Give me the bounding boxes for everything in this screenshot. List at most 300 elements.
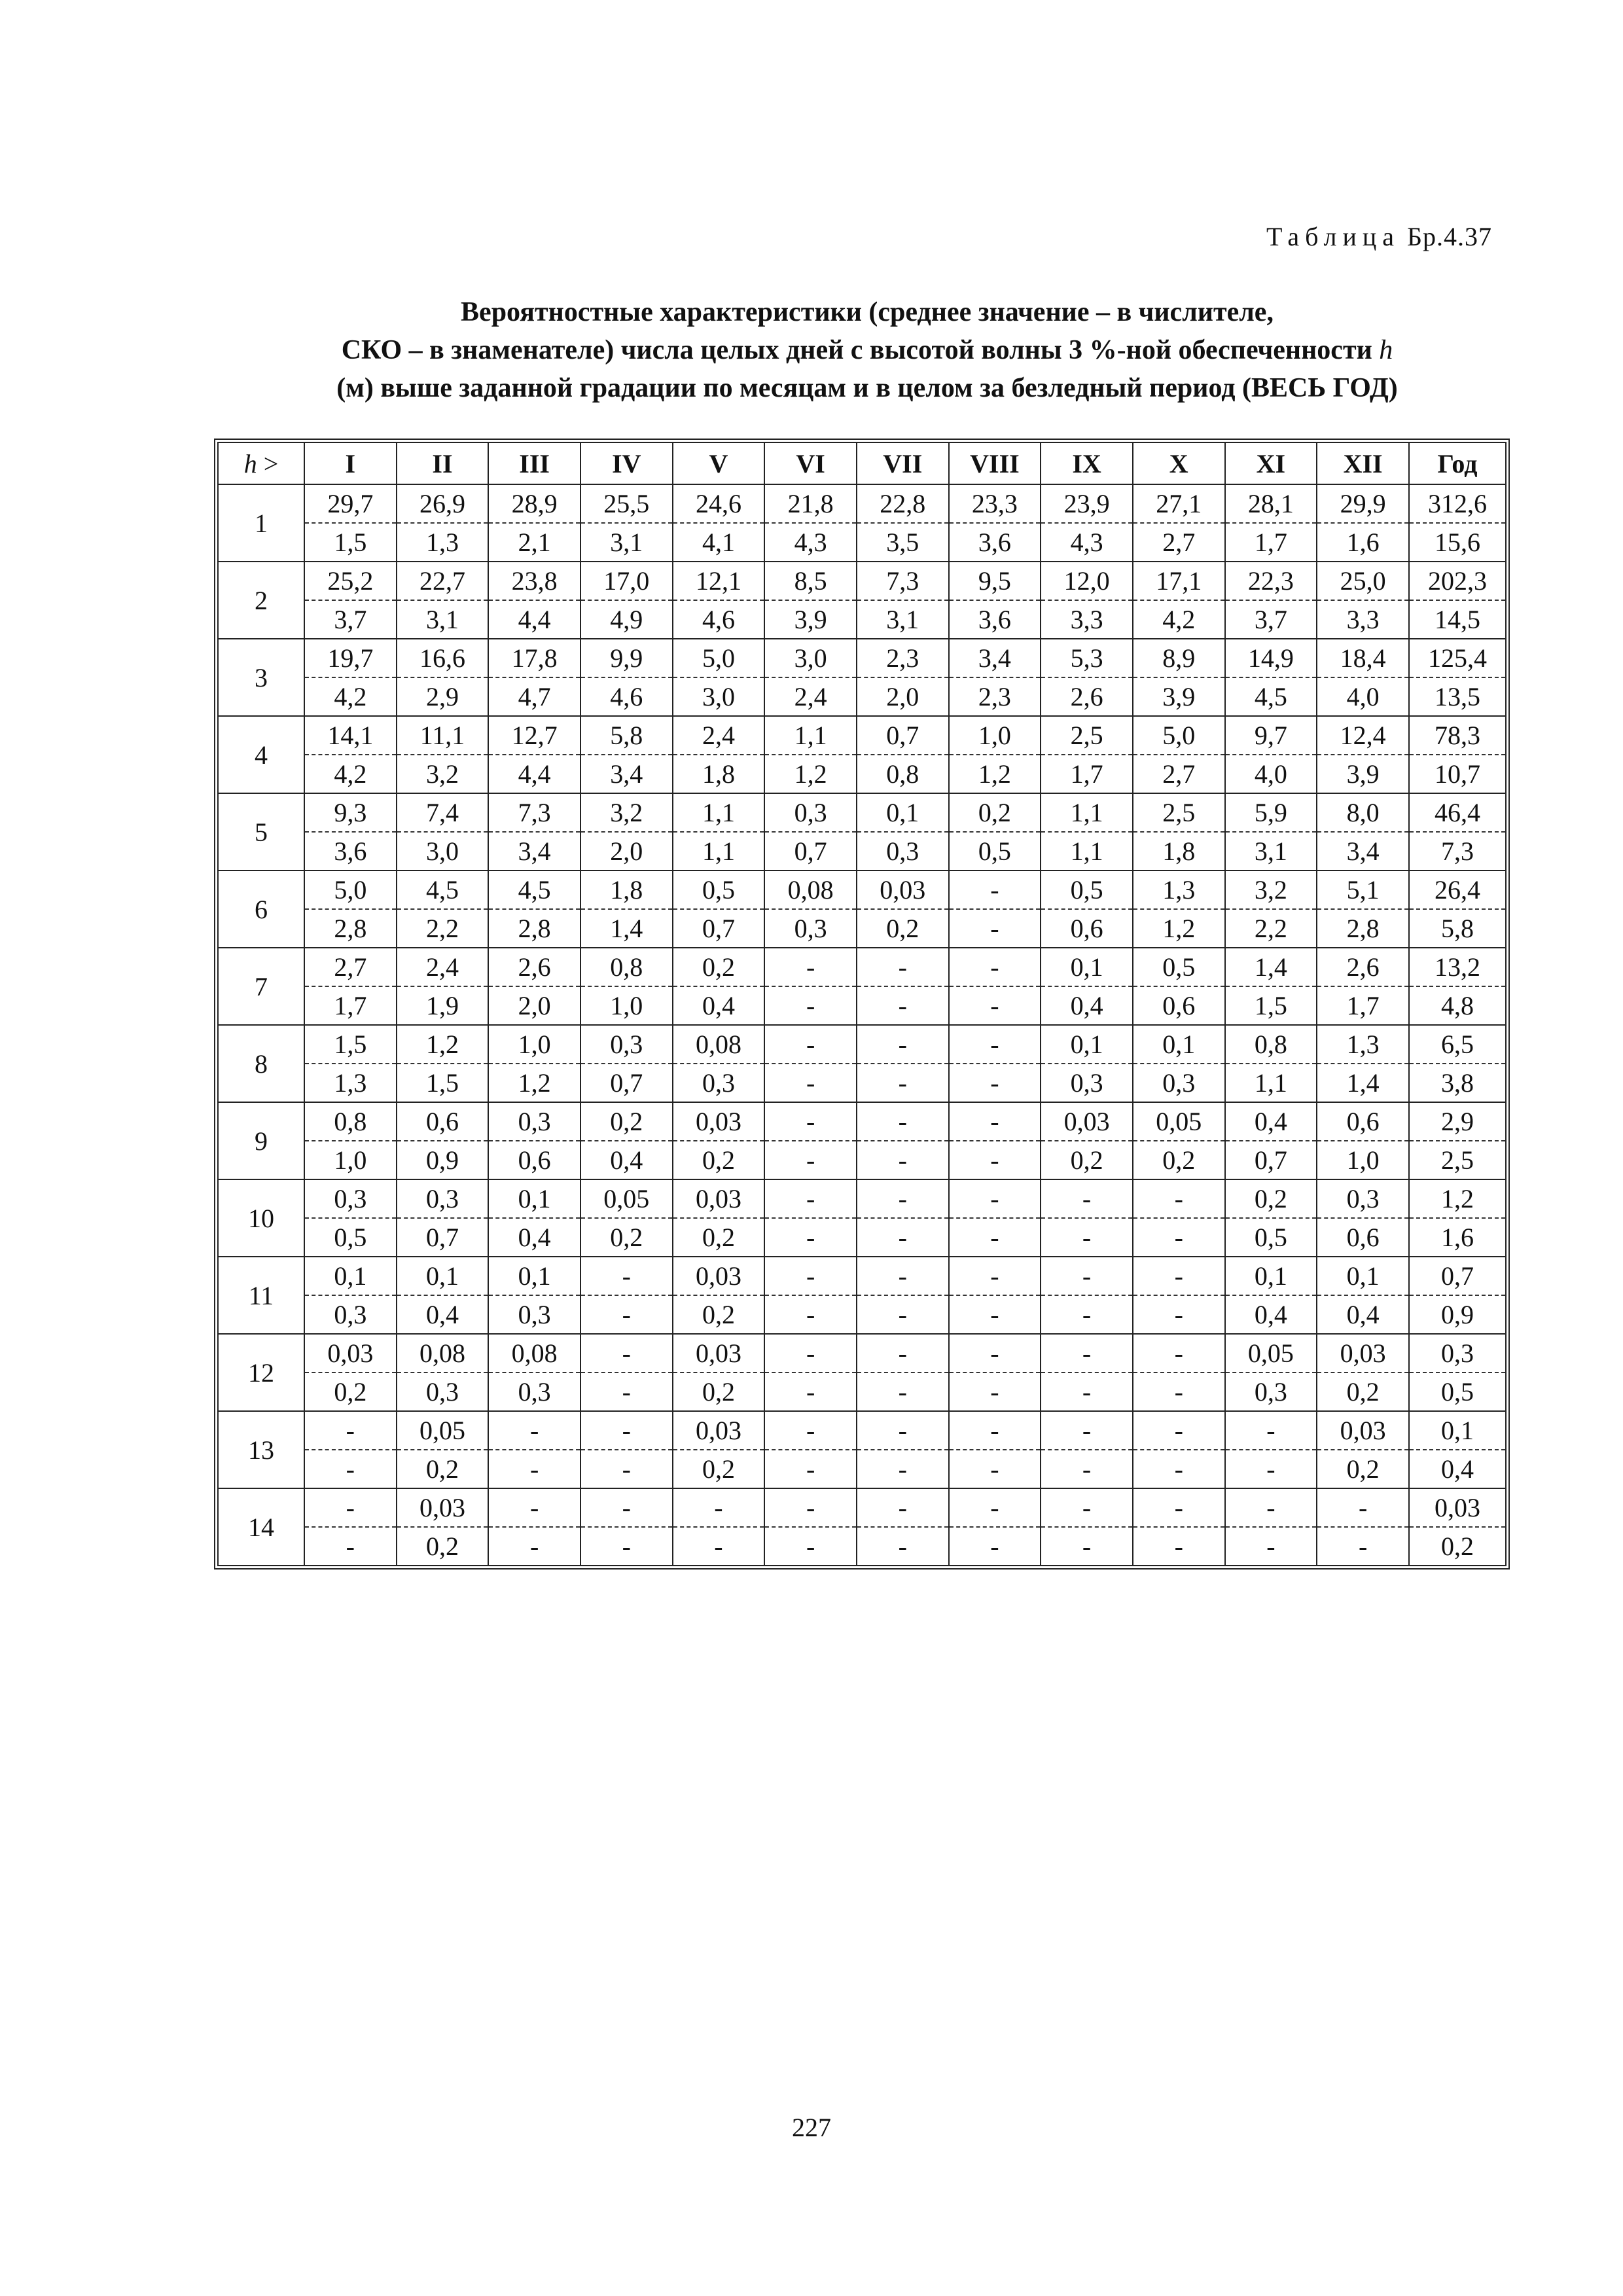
mean-cell: 23,9 <box>1041 484 1133 523</box>
table-row-mean <box>218 870 1506 909</box>
grade-cell: 4 <box>218 716 304 793</box>
mean-cell: - <box>857 1488 949 1527</box>
sd-cell: 3,4 <box>580 755 673 793</box>
sd-cell: 2,8 <box>1317 909 1409 948</box>
grade-cell: 1 <box>218 484 304 562</box>
mean-cell: 0,08 <box>673 1025 765 1064</box>
table-row-sd <box>218 677 1506 716</box>
mean-cell: 0,1 <box>397 1257 489 1295</box>
sd-cell: 2,8 <box>488 909 580 948</box>
mean-cell: 0,1 <box>304 1257 397 1295</box>
sd-cell: 1,2 <box>488 1064 580 1102</box>
sd-cell: 14,5 <box>1409 600 1506 639</box>
sd-cell: 3,9 <box>764 600 857 639</box>
table-row-sd <box>218 909 1506 948</box>
mean-cell: 12,1 <box>673 562 765 600</box>
sd-cell: 15,6 <box>1409 523 1506 562</box>
table-row-sd <box>218 1064 1506 1102</box>
title-line-2-text: СКО – в знаменателе) числа целых дней с высотой волны 3 %-ной обеспеченности <box>341 335 1372 365</box>
mean-cell: 27,1 <box>1133 484 1225 523</box>
mean-cell: 1,2 <box>1409 1179 1506 1218</box>
sd-cell: 0,4 <box>1409 1450 1506 1488</box>
sd-cell: 2,4 <box>764 677 857 716</box>
table-row-sd <box>218 986 1506 1025</box>
mean-cell: - <box>1225 1488 1317 1527</box>
mean-cell: 0,03 <box>1317 1411 1409 1450</box>
sd-cell: 3,6 <box>949 600 1041 639</box>
column-header: II <box>397 442 489 484</box>
grade-cell: 9 <box>218 1102 304 1179</box>
sd-cell: 0,4 <box>1041 986 1133 1025</box>
sd-cell: 0,4 <box>673 986 765 1025</box>
mean-cell: 9,5 <box>949 562 1041 600</box>
sd-cell: 2,3 <box>949 677 1041 716</box>
table-row-mean <box>218 484 1506 523</box>
mean-cell: - <box>949 1179 1041 1218</box>
mean-cell: 21,8 <box>764 484 857 523</box>
sd-cell: - <box>949 1218 1041 1257</box>
mean-cell: 125,4 <box>1409 639 1506 677</box>
sd-cell: 3,2 <box>397 755 489 793</box>
mean-cell: 0,5 <box>673 870 765 909</box>
mean-cell: 1,8 <box>580 870 673 909</box>
sd-cell: 3,1 <box>397 600 489 639</box>
sd-cell: 2,1 <box>488 523 580 562</box>
sd-cell: - <box>764 1064 857 1102</box>
sd-cell: 1,7 <box>1317 986 1409 1025</box>
sd-cell: - <box>304 1450 397 1488</box>
sd-cell: 1,2 <box>764 755 857 793</box>
mean-cell: - <box>1133 1179 1225 1218</box>
mean-cell: 17,1 <box>1133 562 1225 600</box>
table-row-mean <box>218 1488 1506 1527</box>
sd-cell: 0,2 <box>673 1141 765 1179</box>
mean-cell: 0,2 <box>580 1102 673 1141</box>
mean-cell: - <box>1317 1488 1409 1527</box>
sd-cell: 1,7 <box>1225 523 1317 562</box>
sd-cell: - <box>857 1527 949 1566</box>
sd-cell: 4,7 <box>488 677 580 716</box>
mean-cell: - <box>949 870 1041 909</box>
sd-cell: 0,7 <box>1225 1141 1317 1179</box>
mean-cell: - <box>857 1179 949 1218</box>
mean-cell: 0,03 <box>673 1411 765 1450</box>
mean-cell: - <box>1041 1257 1133 1295</box>
sd-cell: 4,3 <box>764 523 857 562</box>
title-h-symbol: h <box>1379 335 1393 365</box>
mean-cell: 46,4 <box>1409 793 1506 832</box>
mean-cell: 1,3 <box>1317 1025 1409 1064</box>
header-greater-sign: > <box>263 448 279 478</box>
mean-cell: 0,3 <box>397 1179 489 1218</box>
sd-cell: - <box>1317 1527 1409 1566</box>
sd-cell: 3,8 <box>1409 1064 1506 1102</box>
mean-cell: 0,03 <box>1409 1488 1506 1527</box>
table-row-sd <box>218 1527 1506 1566</box>
mean-cell: 28,1 <box>1225 484 1317 523</box>
mean-cell: 1,1 <box>764 716 857 755</box>
table-row-mean <box>218 1102 1506 1141</box>
mean-cell: 9,7 <box>1225 716 1317 755</box>
sd-cell: 0,2 <box>397 1450 489 1488</box>
mean-cell: 0,7 <box>1409 1257 1506 1295</box>
mean-cell: 17,0 <box>580 562 673 600</box>
mean-cell: 0,3 <box>580 1025 673 1064</box>
sd-cell: - <box>857 1064 949 1102</box>
sd-cell: - <box>949 986 1041 1025</box>
sd-cell: 0,3 <box>304 1295 397 1334</box>
sd-cell: - <box>580 1295 673 1334</box>
mean-cell: 12,0 <box>1041 562 1133 600</box>
title-line-3: (м) выше заданной градации по месяцам и в целом за безледный период (ВЕСЬ ГОД) <box>336 373 1398 403</box>
table-label-number: Бр.4.37 <box>1407 222 1492 251</box>
sd-cell: 1,2 <box>1133 909 1225 948</box>
mean-cell: - <box>580 1411 673 1450</box>
mean-cell: 1,0 <box>488 1025 580 1064</box>
sd-cell: 0,3 <box>1225 1372 1317 1411</box>
mean-cell: 2,5 <box>1041 716 1133 755</box>
mean-cell: 5,8 <box>580 716 673 755</box>
sd-cell: 1,0 <box>1317 1141 1409 1179</box>
table-row-mean <box>218 562 1506 600</box>
sd-cell: 0,2 <box>857 909 949 948</box>
sd-cell: 1,1 <box>673 832 765 870</box>
mean-cell: - <box>764 1102 857 1141</box>
sd-cell: 0,3 <box>673 1064 765 1102</box>
mean-cell: 8,5 <box>764 562 857 600</box>
mean-cell: 0,1 <box>1409 1411 1506 1450</box>
sd-cell: - <box>857 1141 949 1179</box>
mean-cell: 78,3 <box>1409 716 1506 755</box>
mean-cell: - <box>580 1257 673 1295</box>
mean-cell: 0,08 <box>397 1334 489 1372</box>
mean-cell: - <box>673 1488 765 1527</box>
sd-cell: 4,4 <box>488 600 580 639</box>
mean-cell: 5,9 <box>1225 793 1317 832</box>
sd-cell: 1,6 <box>1317 523 1409 562</box>
mean-cell: 0,5 <box>1041 870 1133 909</box>
sd-cell: - <box>949 1295 1041 1334</box>
sd-cell: 7,3 <box>1409 832 1506 870</box>
mean-cell: - <box>1041 1334 1133 1372</box>
mean-cell: 0,8 <box>580 948 673 986</box>
sd-cell: 3,3 <box>1041 600 1133 639</box>
mean-cell: - <box>949 948 1041 986</box>
mean-cell: 14,1 <box>304 716 397 755</box>
table-row-mean <box>218 1025 1506 1064</box>
sd-cell: 2,0 <box>488 986 580 1025</box>
mean-cell: 0,3 <box>304 1179 397 1218</box>
mean-cell: - <box>949 1488 1041 1527</box>
sd-cell: 0,2 <box>1041 1141 1133 1179</box>
sd-cell: 1,4 <box>1317 1064 1409 1102</box>
table-label <box>1266 221 1492 252</box>
mean-cell: 0,05 <box>580 1179 673 1218</box>
mean-cell: 22,7 <box>397 562 489 600</box>
sd-cell: 0,2 <box>1317 1450 1409 1488</box>
sd-cell: 0,4 <box>580 1141 673 1179</box>
mean-cell: 1,4 <box>1225 948 1317 986</box>
mean-cell: 0,1 <box>1041 1025 1133 1064</box>
mean-cell: - <box>764 1334 857 1372</box>
mean-cell: 23,8 <box>488 562 580 600</box>
mean-cell: 8,0 <box>1317 793 1409 832</box>
sd-cell: 0,7 <box>397 1218 489 1257</box>
mean-cell: 13,2 <box>1409 948 1506 986</box>
sd-cell: 0,7 <box>673 909 765 948</box>
sd-cell: 4,2 <box>304 755 397 793</box>
sd-cell: 3,9 <box>1133 677 1225 716</box>
mean-cell: 0,08 <box>488 1334 580 1372</box>
sd-cell: 0,2 <box>673 1372 765 1411</box>
sd-cell: 0,3 <box>1041 1064 1133 1102</box>
sd-cell: - <box>857 1218 949 1257</box>
column-header: X <box>1133 442 1225 484</box>
sd-cell: - <box>488 1450 580 1488</box>
mean-cell: - <box>949 1257 1041 1295</box>
mean-cell: - <box>304 1488 397 1527</box>
mean-cell: 0,3 <box>488 1102 580 1141</box>
sd-cell: 3,4 <box>1317 832 1409 870</box>
sd-cell: - <box>764 1141 857 1179</box>
title-line-1: Вероятностные характеристики (среднее значение – в числителе, <box>461 297 1274 327</box>
mean-cell: 6,5 <box>1409 1025 1506 1064</box>
grade-cell: 12 <box>218 1334 304 1411</box>
sd-cell: 3,7 <box>1225 600 1317 639</box>
mean-cell: 22,3 <box>1225 562 1317 600</box>
sd-cell: 4,1 <box>673 523 765 562</box>
mean-cell: 3,4 <box>949 639 1041 677</box>
mean-cell: 7,4 <box>397 793 489 832</box>
mean-cell: - <box>764 1179 857 1218</box>
sd-cell: 0,2 <box>1133 1141 1225 1179</box>
sd-cell: 0,3 <box>764 909 857 948</box>
header-h-symbol: h <box>243 448 257 478</box>
mean-cell: - <box>1225 1411 1317 1450</box>
mean-cell: - <box>949 1411 1041 1450</box>
sd-cell: 4,9 <box>580 600 673 639</box>
sd-cell: - <box>764 1527 857 1566</box>
mean-cell: 0,03 <box>1041 1102 1133 1141</box>
sd-cell: 2,5 <box>1409 1141 1506 1179</box>
grade-cell: 6 <box>218 870 304 948</box>
sd-cell: - <box>488 1527 580 1566</box>
sd-cell: 0,5 <box>949 832 1041 870</box>
mean-cell: 14,9 <box>1225 639 1317 677</box>
sd-cell: 0,3 <box>857 832 949 870</box>
mean-cell: 2,6 <box>488 948 580 986</box>
mean-cell: 0,1 <box>1041 948 1133 986</box>
sd-cell: 1,8 <box>1133 832 1225 870</box>
sd-cell: 1,9 <box>397 986 489 1025</box>
mean-cell: - <box>764 1257 857 1295</box>
mean-cell: 0,4 <box>1225 1102 1317 1141</box>
mean-cell: 2,9 <box>1409 1102 1506 1141</box>
sd-cell: 5,8 <box>1409 909 1506 948</box>
sd-cell: - <box>1041 1218 1133 1257</box>
mean-cell: 0,08 <box>764 870 857 909</box>
mean-cell: 0,1 <box>488 1257 580 1295</box>
mean-cell: - <box>1133 1257 1225 1295</box>
sd-cell: 4,6 <box>673 600 765 639</box>
mean-cell: 1,5 <box>304 1025 397 1064</box>
sd-cell: - <box>580 1372 673 1411</box>
sd-cell: 1,8 <box>673 755 765 793</box>
mean-cell: 0,03 <box>673 1102 765 1141</box>
sd-cell: 1,5 <box>397 1064 489 1102</box>
column-header: VIII <box>949 442 1041 484</box>
sd-cell: 3,6 <box>304 832 397 870</box>
mean-cell: 0,2 <box>949 793 1041 832</box>
sd-cell: 3,1 <box>1225 832 1317 870</box>
sd-cell: 4,5 <box>1225 677 1317 716</box>
mean-cell: - <box>949 1025 1041 1064</box>
sd-cell: 0,2 <box>580 1218 673 1257</box>
sd-cell: 3,3 <box>1317 600 1409 639</box>
sd-cell: 3,5 <box>857 523 949 562</box>
sd-cell: 0,4 <box>1317 1295 1409 1334</box>
table-row-sd <box>218 600 1506 639</box>
sd-cell: 3,4 <box>488 832 580 870</box>
mean-cell: 2,7 <box>304 948 397 986</box>
mean-cell: 25,2 <box>304 562 397 600</box>
header-corner <box>218 442 304 484</box>
sd-cell: - <box>673 1527 765 1566</box>
sd-cell: 0,6 <box>1041 909 1133 948</box>
column-header: XI <box>1225 442 1317 484</box>
mean-cell: 0,2 <box>1225 1179 1317 1218</box>
sd-cell: 0,3 <box>488 1372 580 1411</box>
sd-cell: 0,2 <box>1409 1527 1506 1566</box>
mean-cell: 202,3 <box>1409 562 1506 600</box>
mean-cell: - <box>1041 1411 1133 1450</box>
sd-cell: 2,7 <box>1133 523 1225 562</box>
sd-cell: 4,3 <box>1041 523 1133 562</box>
mean-cell: - <box>857 1334 949 1372</box>
table-row-sd <box>218 832 1506 870</box>
sd-cell: 0,3 <box>488 1295 580 1334</box>
sd-cell: - <box>1133 1295 1225 1334</box>
sd-cell: - <box>949 1064 1041 1102</box>
sd-cell: 2,8 <box>304 909 397 948</box>
mean-cell: 29,9 <box>1317 484 1409 523</box>
mean-cell: 2,5 <box>1133 793 1225 832</box>
sd-cell: 0,2 <box>673 1295 765 1334</box>
mean-cell: 0,3 <box>1409 1334 1506 1372</box>
sd-cell: 3,9 <box>1317 755 1409 793</box>
sd-cell: 1,3 <box>397 523 489 562</box>
mean-cell: 0,1 <box>488 1179 580 1218</box>
sd-cell: 0,3 <box>397 1372 489 1411</box>
mean-cell: 0,1 <box>1133 1025 1225 1064</box>
mean-cell: 16,6 <box>397 639 489 677</box>
title-line-2 <box>216 331 1518 369</box>
sd-cell: - <box>949 1450 1041 1488</box>
sd-cell: - <box>580 1527 673 1566</box>
mean-cell: 1,3 <box>1133 870 1225 909</box>
table-label-word: Таблица <box>1266 222 1400 251</box>
sd-cell: 1,7 <box>1041 755 1133 793</box>
column-header: I <box>304 442 397 484</box>
mean-cell: 8,9 <box>1133 639 1225 677</box>
sd-cell: - <box>949 1527 1041 1566</box>
sd-cell: - <box>857 986 949 1025</box>
sd-cell: 1,5 <box>1225 986 1317 1025</box>
sd-cell: 3,0 <box>673 677 765 716</box>
table-row-sd <box>218 523 1506 562</box>
sd-cell: 2,2 <box>1225 909 1317 948</box>
sd-cell: - <box>1041 1295 1133 1334</box>
sd-cell: 0,9 <box>1409 1295 1506 1334</box>
sd-cell: 0,6 <box>1133 986 1225 1025</box>
sd-cell: - <box>304 1527 397 1566</box>
table-row-mean <box>218 1334 1506 1372</box>
column-header: IX <box>1041 442 1133 484</box>
grade-cell: 11 <box>218 1257 304 1334</box>
mean-cell: - <box>488 1488 580 1527</box>
mean-cell: 5,1 <box>1317 870 1409 909</box>
mean-cell: 19,7 <box>304 639 397 677</box>
sd-cell: 1,4 <box>580 909 673 948</box>
sd-cell: - <box>1133 1450 1225 1488</box>
sd-cell: 3,1 <box>857 600 949 639</box>
mean-cell: 0,6 <box>397 1102 489 1141</box>
sd-cell: 1,6 <box>1409 1218 1506 1257</box>
table-row-sd <box>218 1450 1506 1488</box>
sd-cell: - <box>764 1218 857 1257</box>
sd-cell: - <box>764 986 857 1025</box>
table-row-mean <box>218 948 1506 986</box>
mean-cell: 0,03 <box>1317 1334 1409 1372</box>
sd-cell: 0,5 <box>1409 1372 1506 1411</box>
sd-cell: 3,7 <box>304 600 397 639</box>
mean-cell: 3,2 <box>1225 870 1317 909</box>
sd-cell: - <box>1225 1527 1317 1566</box>
mean-cell: 26,4 <box>1409 870 1506 909</box>
mean-cell: 0,6 <box>1317 1102 1409 1141</box>
mean-cell: 0,03 <box>673 1179 765 1218</box>
sd-cell: 2,0 <box>580 832 673 870</box>
mean-cell: - <box>580 1488 673 1527</box>
mean-cell: 22,8 <box>857 484 949 523</box>
table-body <box>218 484 1506 1566</box>
table-row-mean <box>218 1411 1506 1450</box>
grade-cell: 5 <box>218 793 304 870</box>
table-row-mean <box>218 1179 1506 1218</box>
mean-cell: 0,1 <box>1225 1257 1317 1295</box>
sd-cell: - <box>1133 1218 1225 1257</box>
mean-cell: - <box>949 1102 1041 1141</box>
table-row-sd <box>218 755 1506 793</box>
mean-cell: 0,03 <box>673 1257 765 1295</box>
sd-cell: 0,4 <box>397 1295 489 1334</box>
mean-cell: 18,4 <box>1317 639 1409 677</box>
sd-cell: 0,2 <box>1317 1372 1409 1411</box>
table-row-mean <box>218 639 1506 677</box>
sd-cell: 1,5 <box>304 523 397 562</box>
mean-cell: 29,7 <box>304 484 397 523</box>
mean-cell: 2,3 <box>857 639 949 677</box>
mean-cell: 0,3 <box>1317 1179 1409 1218</box>
mean-cell: 0,1 <box>857 793 949 832</box>
sd-cell: - <box>949 1141 1041 1179</box>
mean-cell: - <box>1041 1179 1133 1218</box>
sd-cell: - <box>764 1372 857 1411</box>
mean-cell: 28,9 <box>488 484 580 523</box>
sd-cell: 2,7 <box>1133 755 1225 793</box>
page-number: 227 <box>792 2113 831 2142</box>
mean-cell: 4,5 <box>397 870 489 909</box>
